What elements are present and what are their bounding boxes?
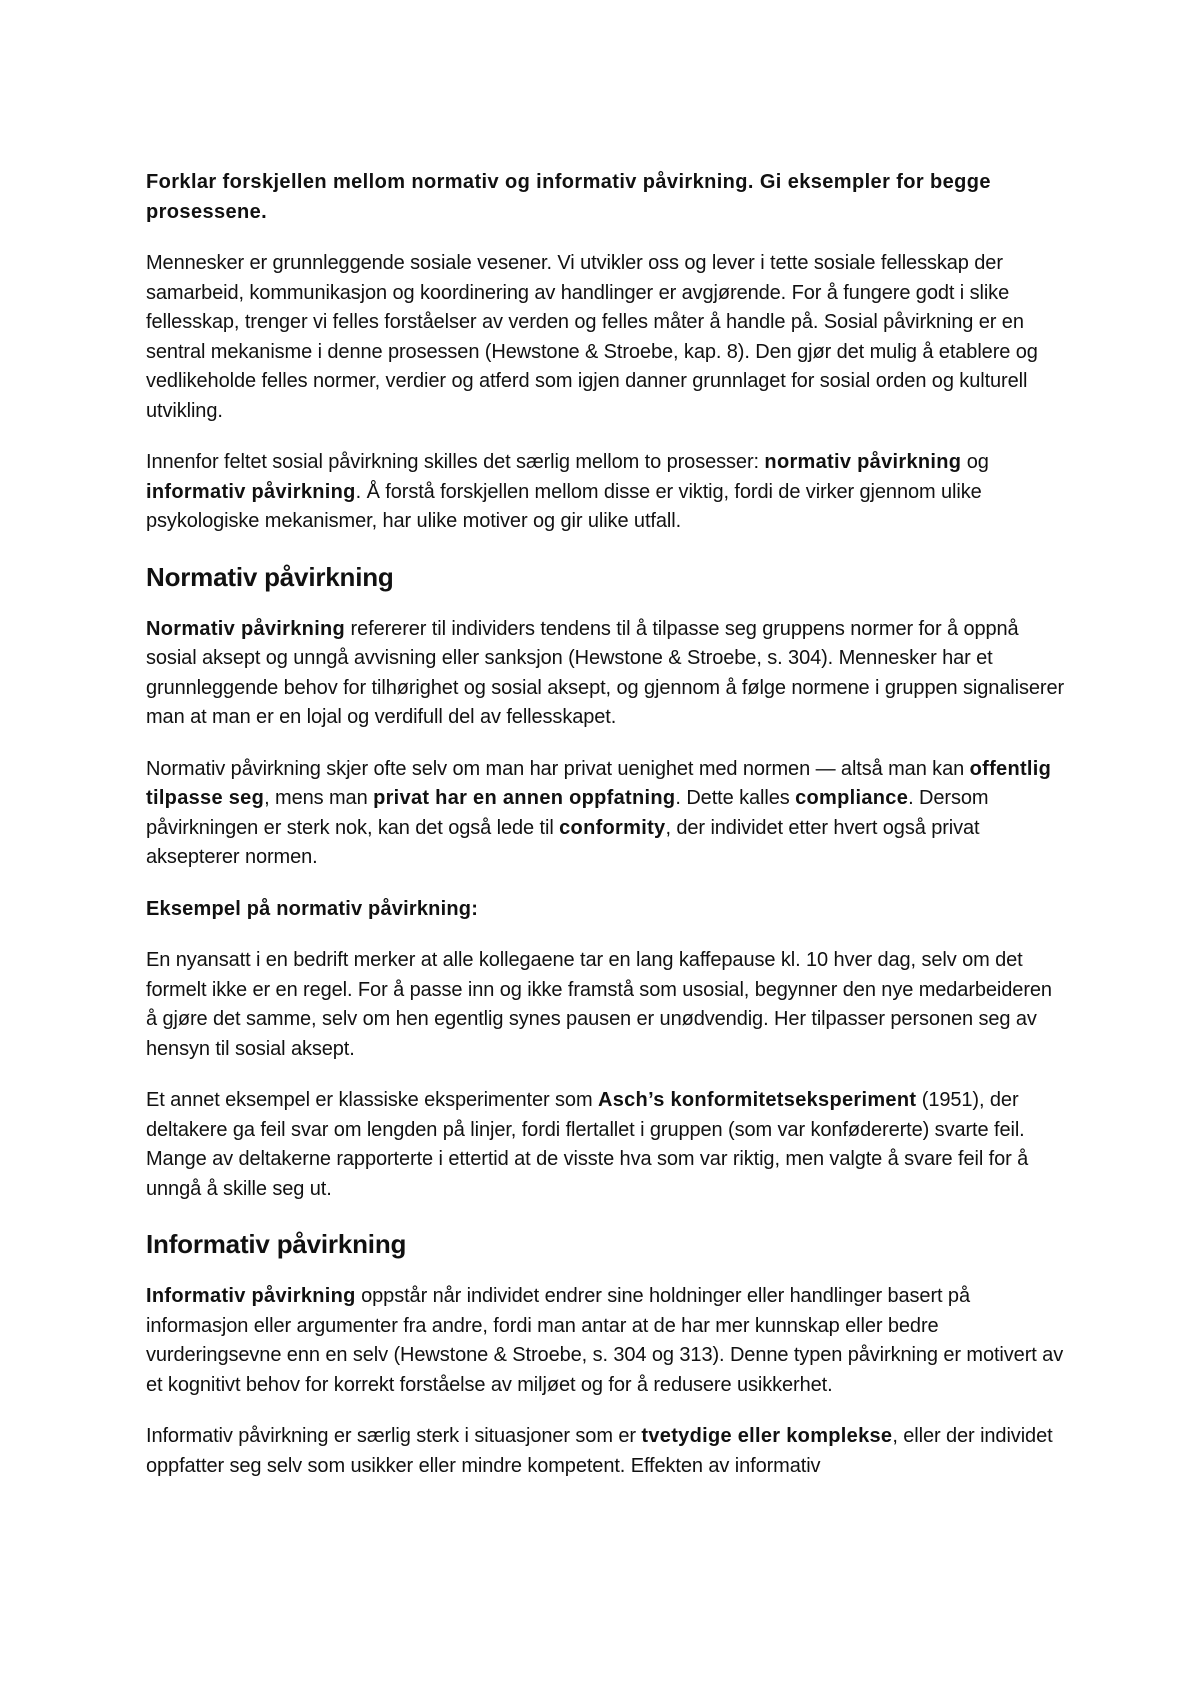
bold-term: Asch’s konformitetseksperiment xyxy=(597,1089,917,1111)
normativ-paragraph-1 xyxy=(146,615,1066,733)
section-heading-normativ: Normativ påvirkning xyxy=(146,561,394,592)
bold-term: offentlig tilpasse seg xyxy=(146,757,1052,809)
example-heading-normativ: Eksempel på normativ påvirkning: xyxy=(146,897,479,920)
document-page xyxy=(146,168,1066,1503)
normativ-paragraph-2 xyxy=(146,755,1066,873)
normativ-example-paragraph-1: En nyansatt i en bedrift merker at alle kollegaene tar en lang kaffepause kl. 10 hver dag, selv om det formelt ikke er en regel. For å passe inn og ikke framstå som usosial, begynner den nye medarbeideren å gjøre det samme, selv om hen egentlig synes pausen er unødvendig. Her tilpasser personen seg av hensyn til sosial aksept. xyxy=(146,949,1052,1060)
text-span: refererer til individers tendens til å tilpasse seg gruppens normer for å oppnå sosial aksept og unngå avvisning eller sanksjon (Hewstone & Stroebe, s. 304). Mennesker har et grunnleggende behov for tilhørighet og sosial aksept, og gjennom å følge normene i gruppen signaliserer man at man er en lojal og verdifull del av fellesskapet. xyxy=(146,617,1065,728)
informativ-paragraph-2 xyxy=(146,1422,1066,1481)
section-heading-informativ: Informativ påvirkning xyxy=(146,1229,407,1259)
intro-paragraph-1: Mennesker er grunnleggende sosiale vesener. Vi utvikler oss og lever i tette sosiale fellesskap der samarbeid, kommunikasjon og koordinering av handlinger er avgjørende. For å fungere godt i slike fellesskap, trenger vi felles forståelser av verden og felles måter å handle på. Sosial påvirkning er en sentral mekanisme i denne prosessen (Hewstone & Stroebe, kap. 8). Den gjør det mulig å etablere og vedlikeholde felles normer, verdier og atferd som igjen danner grunnlaget for sosial orden og kulturell utvikling. xyxy=(146,252,1038,422)
bold-term: Informativ påvirkning xyxy=(146,1285,356,1307)
text-span: oppstår når individet endrer sine holdninger eller handlinger basert på informasjon eller argumenter fra andre, fordi man antar at de har mer kunnskap eller bedre vurderingsevne enn en selv (Hewstone & Stroebe, s. 304 og 313). Denne typen påvirkning er motivert av et kognitivt behov for korrekt forståelse av miljøet og for å redusere usikkerhet. xyxy=(146,1285,1064,1396)
bold-term: Normativ påvirkning xyxy=(146,617,346,640)
question-heading: Forklar forskjellen mellom normativ og informativ påvirkning. Gi eksempler for begge prosessene. xyxy=(146,171,991,223)
text-span: . Å forstå forskjellen mellom disse er viktig, fordi de virker gjennom ulike psykologiske mekanismer, har ulike motiver og gir ulike utfall. xyxy=(146,480,982,532)
informativ-paragraph-1 xyxy=(146,1282,1066,1400)
text-span: Normativ påvirkning skjer ofte selv om man har privat uenighet med normen — altså man kan xyxy=(146,757,970,780)
text-span: og xyxy=(961,451,989,473)
text-span: . Dersom påvirkningen er sterk nok, kan det også lede til xyxy=(146,787,989,839)
bold-term: compliance xyxy=(795,787,909,809)
bold-term: tvetydige eller komplekse xyxy=(641,1425,893,1447)
text-span: Et annet eksempel er klassiske eksperimenter som xyxy=(146,1089,598,1111)
text-span: , mens man xyxy=(264,787,374,809)
text-span: , eller der individet oppfatter seg selv som usikker eller mindre kompetent. Effekten av informativ xyxy=(146,1425,1053,1477)
bold-term: conformity xyxy=(559,816,666,839)
bold-term: informativ påvirkning xyxy=(146,480,356,503)
normativ-example-paragraph-2 xyxy=(146,1086,1066,1204)
text-span: Innenfor feltet sosial påvirkning skilles det særlig mellom to prosesser: xyxy=(146,451,765,473)
text-span: (1951), der deltakere ga feil svar om lengden på linjer, fordi flertallet i gruppen (som var konfødererte) svarte feil. Mange av deltakerne rapporterte i ettertid at de visste hva som var riktig, men valgte å svare feil for å unngå å skille seg ut. xyxy=(146,1089,1029,1200)
text-span: , der individet etter hvert også privat aksepterer normen. xyxy=(146,816,980,868)
bold-term: privat har en annen oppfatning xyxy=(373,787,676,809)
text-span: Informativ påvirkning er særlig sterk i situasjoner som er xyxy=(146,1425,642,1447)
intro-paragraph-2 xyxy=(146,448,1066,537)
text-span: . Dette kalles xyxy=(675,787,796,809)
bold-term: normativ påvirkning xyxy=(764,451,962,473)
